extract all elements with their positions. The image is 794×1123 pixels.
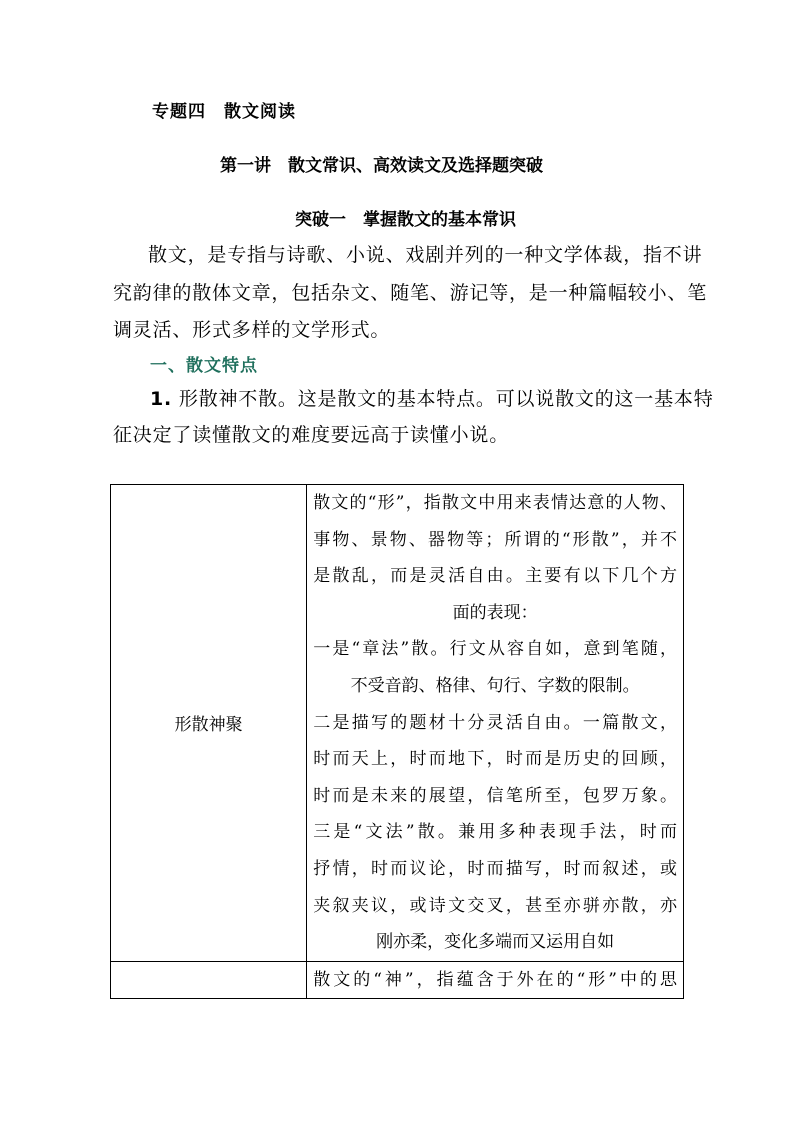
content-line: 散文的“神”，指蕴含于外在的“形”中的思	[313, 969, 677, 990]
table-row	[111, 485, 684, 962]
features-table	[110, 484, 684, 999]
content-line: 三是“文法”散。兼用多种表现手法，时而	[313, 822, 677, 843]
intro-line-2: 究韵律的散体文章，包括杂文、随笔、游记等，是一种篇幅较小、笔	[113, 282, 708, 304]
content-line: 时而天上，时而地下，时而是历史的回顾，	[313, 749, 677, 770]
lecture-heading: 第一讲 散文常识、高效读文及选择题突破	[220, 156, 543, 176]
section-title: 一、散文特点	[150, 356, 258, 376]
intro-line-1: 散文，是专指与诗歌、小说、戏剧并列的一种文学体裁，指不讲	[148, 244, 703, 266]
content-line: 二是描写的题材十分灵活自由。一篇散文，	[313, 712, 677, 733]
row-label-spirit	[111, 961, 307, 999]
content-line: 不受音韵、格律、句行、字数的限制。	[350, 675, 640, 696]
item-number: 1.	[150, 388, 173, 410]
content-line: 抒情，时而议论，时而描写，时而叙述，或	[313, 858, 677, 879]
row-content-spirit	[307, 961, 684, 999]
item-1-text: 形散神不散。这是散文的基本特点。可以说散文的这一基本特	[178, 388, 714, 410]
table-row	[111, 961, 684, 999]
row-content-form	[307, 485, 684, 962]
content-line: 面的表现：	[452, 602, 538, 623]
content-line: 刚亦柔，变化多端而又运用自如	[376, 932, 615, 953]
content-line: 夹叙夹议，或诗文交叉，甚至亦骈亦散，亦	[313, 895, 677, 916]
breakthrough-heading: 突破一 掌握散文的基本常识	[295, 210, 516, 230]
topic-heading: 专题四 散文阅读	[152, 102, 296, 122]
content-line: 时而是未来的展望，信笔所至，包罗万象。	[313, 785, 677, 806]
row-label-form: 形散神聚	[111, 485, 307, 962]
intro-line-3: 调灵活、形式多样的文学形式。	[113, 319, 391, 341]
content-line: 事物、景物、器物等；所谓的“形散”，并不	[313, 529, 677, 550]
content-line: 是散乱，而是灵活自由。主要有以下几个方	[313, 566, 677, 587]
item-1-line-1	[150, 384, 714, 411]
content-line: 一是“章法”散。行文从容自如，意到笔随，	[313, 639, 677, 660]
item-1-line-2: 征决定了读懂散文的难度要远高于读懂小说。	[113, 424, 510, 446]
content-line: 散文的“形”，指散文中用来表情达意的人物、	[313, 493, 677, 513]
